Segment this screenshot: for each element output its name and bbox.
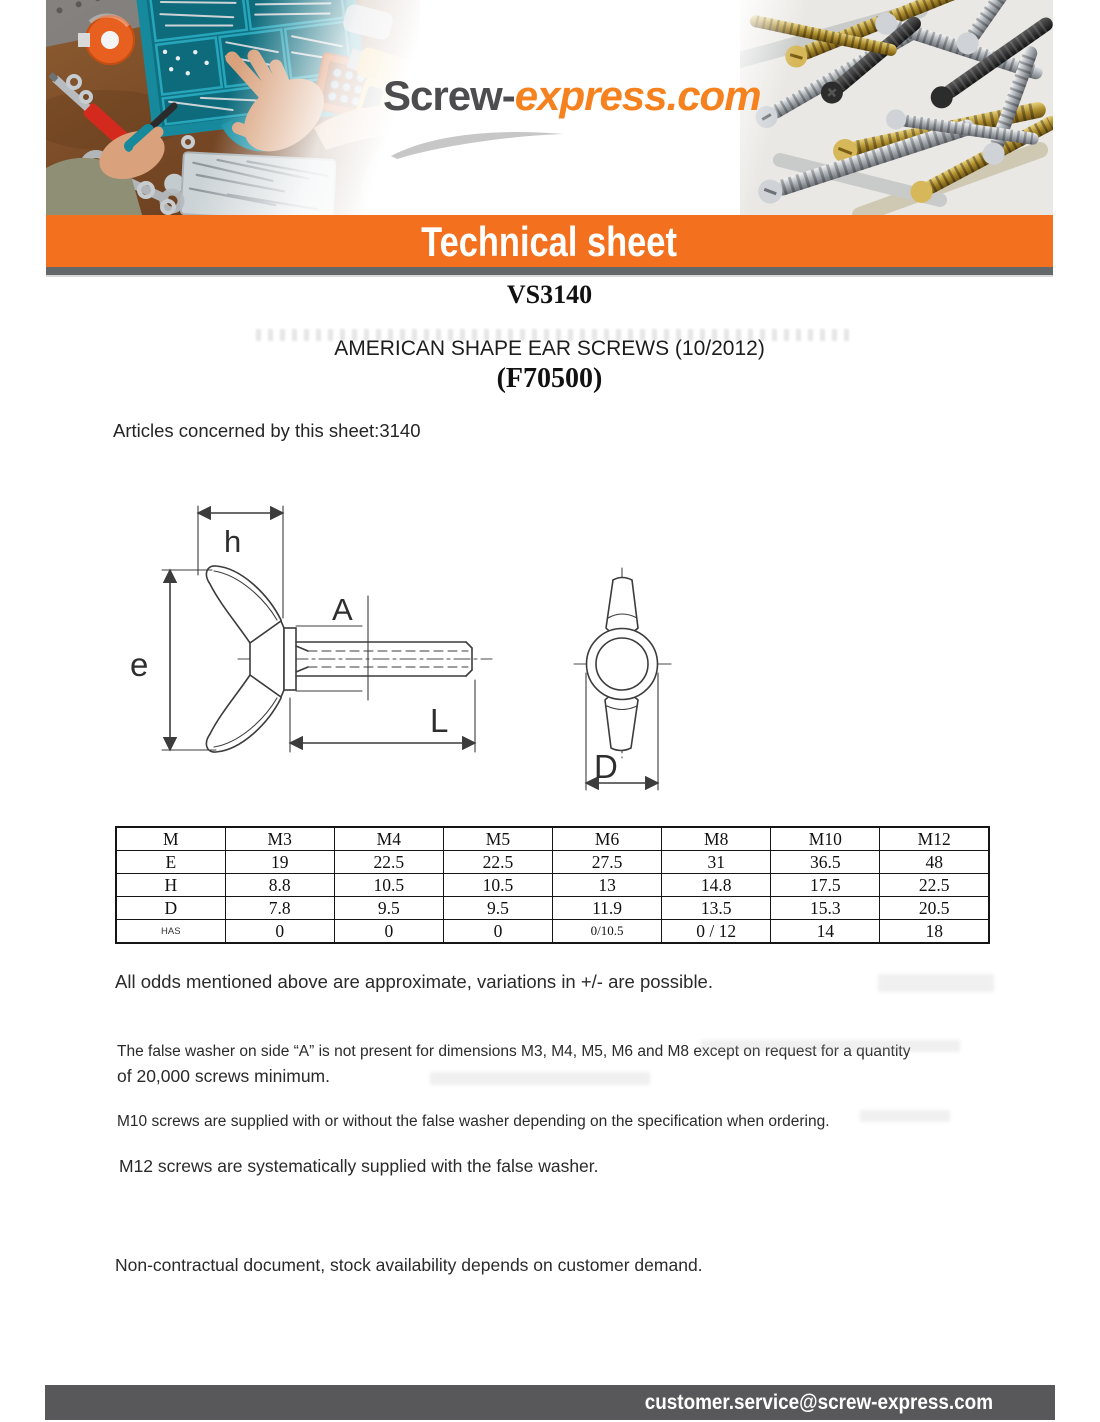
cell: 7.8	[225, 897, 334, 920]
cell: 13	[553, 874, 662, 897]
banner-light-strip	[46, 275, 1053, 277]
cell: 8.8	[225, 874, 334, 897]
cell: 22.5	[880, 874, 989, 897]
dim-label-e: e	[130, 646, 149, 683]
col-header: M6	[553, 827, 662, 851]
col-header: M8	[662, 827, 771, 851]
footer-bar	[45, 1385, 1055, 1420]
cell: 11.9	[553, 897, 662, 920]
cell: 22.5	[443, 851, 552, 874]
col-header: M10	[771, 827, 880, 851]
table-row	[116, 897, 989, 920]
note-m10: M10 screws are supplied with or without the false washer depending on the specification when ordering.	[117, 1113, 830, 1130]
scan-smudge	[430, 1072, 650, 1085]
cell: 20.5	[880, 897, 989, 920]
row-label: D	[116, 897, 225, 920]
logo-swoosh	[387, 126, 567, 160]
footer-email: customer.service@screw-express.com	[644, 1391, 993, 1414]
cell: 10.5	[334, 874, 443, 897]
note-m12: M12 screws are systematically supplied with the false washer.	[119, 1156, 599, 1176]
cell: 9.5	[443, 897, 552, 920]
cell: 19	[225, 851, 334, 874]
table-row	[116, 851, 989, 874]
cell: 0/10.5	[553, 920, 662, 944]
cell: 13.5	[662, 897, 771, 920]
note-false-washer-line2: of 20,000 screws minimum.	[117, 1066, 330, 1086]
cell: 14.8	[662, 874, 771, 897]
cell: 22.5	[334, 851, 443, 874]
col-header: M12	[880, 827, 989, 851]
col-header: M	[116, 827, 225, 851]
cell: 10.5	[443, 874, 552, 897]
cell: 48	[880, 851, 989, 874]
table-row	[116, 874, 989, 897]
cell: 0	[225, 920, 334, 944]
wing-screw-drawing	[100, 460, 740, 810]
reference-code: (F70500)	[496, 363, 603, 394]
articles-line: Articles concerned by this sheet:3140	[113, 420, 421, 441]
cell: 17.5	[771, 874, 880, 897]
cell: 14	[771, 920, 880, 944]
cell: 31	[662, 851, 771, 874]
logo-text-orange: express.com	[514, 72, 761, 119]
screws-photo	[740, 0, 1053, 215]
scan-smudge	[860, 1110, 950, 1122]
cell: 18	[880, 920, 989, 944]
row-label: HAS	[116, 920, 225, 944]
note-false-washer-line1: The false washer on side “A” is not present for dimensions M3, M4, M5, M6 and M8 except on request for a quantity	[117, 1043, 911, 1060]
product-title: AMERICAN SHAPE EAR SCREWS (10/2012)	[334, 337, 765, 360]
note-non-contractual: Non-contractual document, stock availability depends on customer demand.	[115, 1255, 703, 1275]
dimensions-table	[115, 826, 990, 944]
dim-label-a: A	[332, 592, 353, 627]
table-header-row	[116, 827, 989, 851]
cell: 27.5	[553, 851, 662, 874]
cell: 0	[443, 920, 552, 944]
cell: 0	[334, 920, 443, 944]
col-header: M5	[443, 827, 552, 851]
sheet-code: VS3140	[506, 280, 593, 309]
row-label: H	[116, 874, 225, 897]
cell: 0 / 12	[662, 920, 771, 944]
cell: 15.3	[771, 897, 880, 920]
dim-label-d: D	[594, 748, 618, 785]
workbench-photo	[46, 0, 420, 215]
dim-label-h: h	[224, 524, 242, 559]
col-header: M4	[334, 827, 443, 851]
cell: 36.5	[771, 851, 880, 874]
logo-text-gray: Screw-	[383, 72, 515, 119]
banner-title: Technical sheet	[421, 218, 678, 265]
banner	[46, 215, 1053, 267]
col-header: M3	[225, 827, 334, 851]
cell: 9.5	[334, 897, 443, 920]
banner-gray-strip	[46, 267, 1053, 275]
scan-smudge	[878, 974, 994, 992]
note-approximate: All odds mentioned above are approximate, variations in +/- are possible.	[115, 971, 713, 992]
row-label: E	[116, 851, 225, 874]
dim-label-l: L	[430, 702, 449, 739]
scan-smudge	[700, 1040, 960, 1052]
table-row	[116, 920, 989, 944]
logo	[383, 72, 761, 120]
